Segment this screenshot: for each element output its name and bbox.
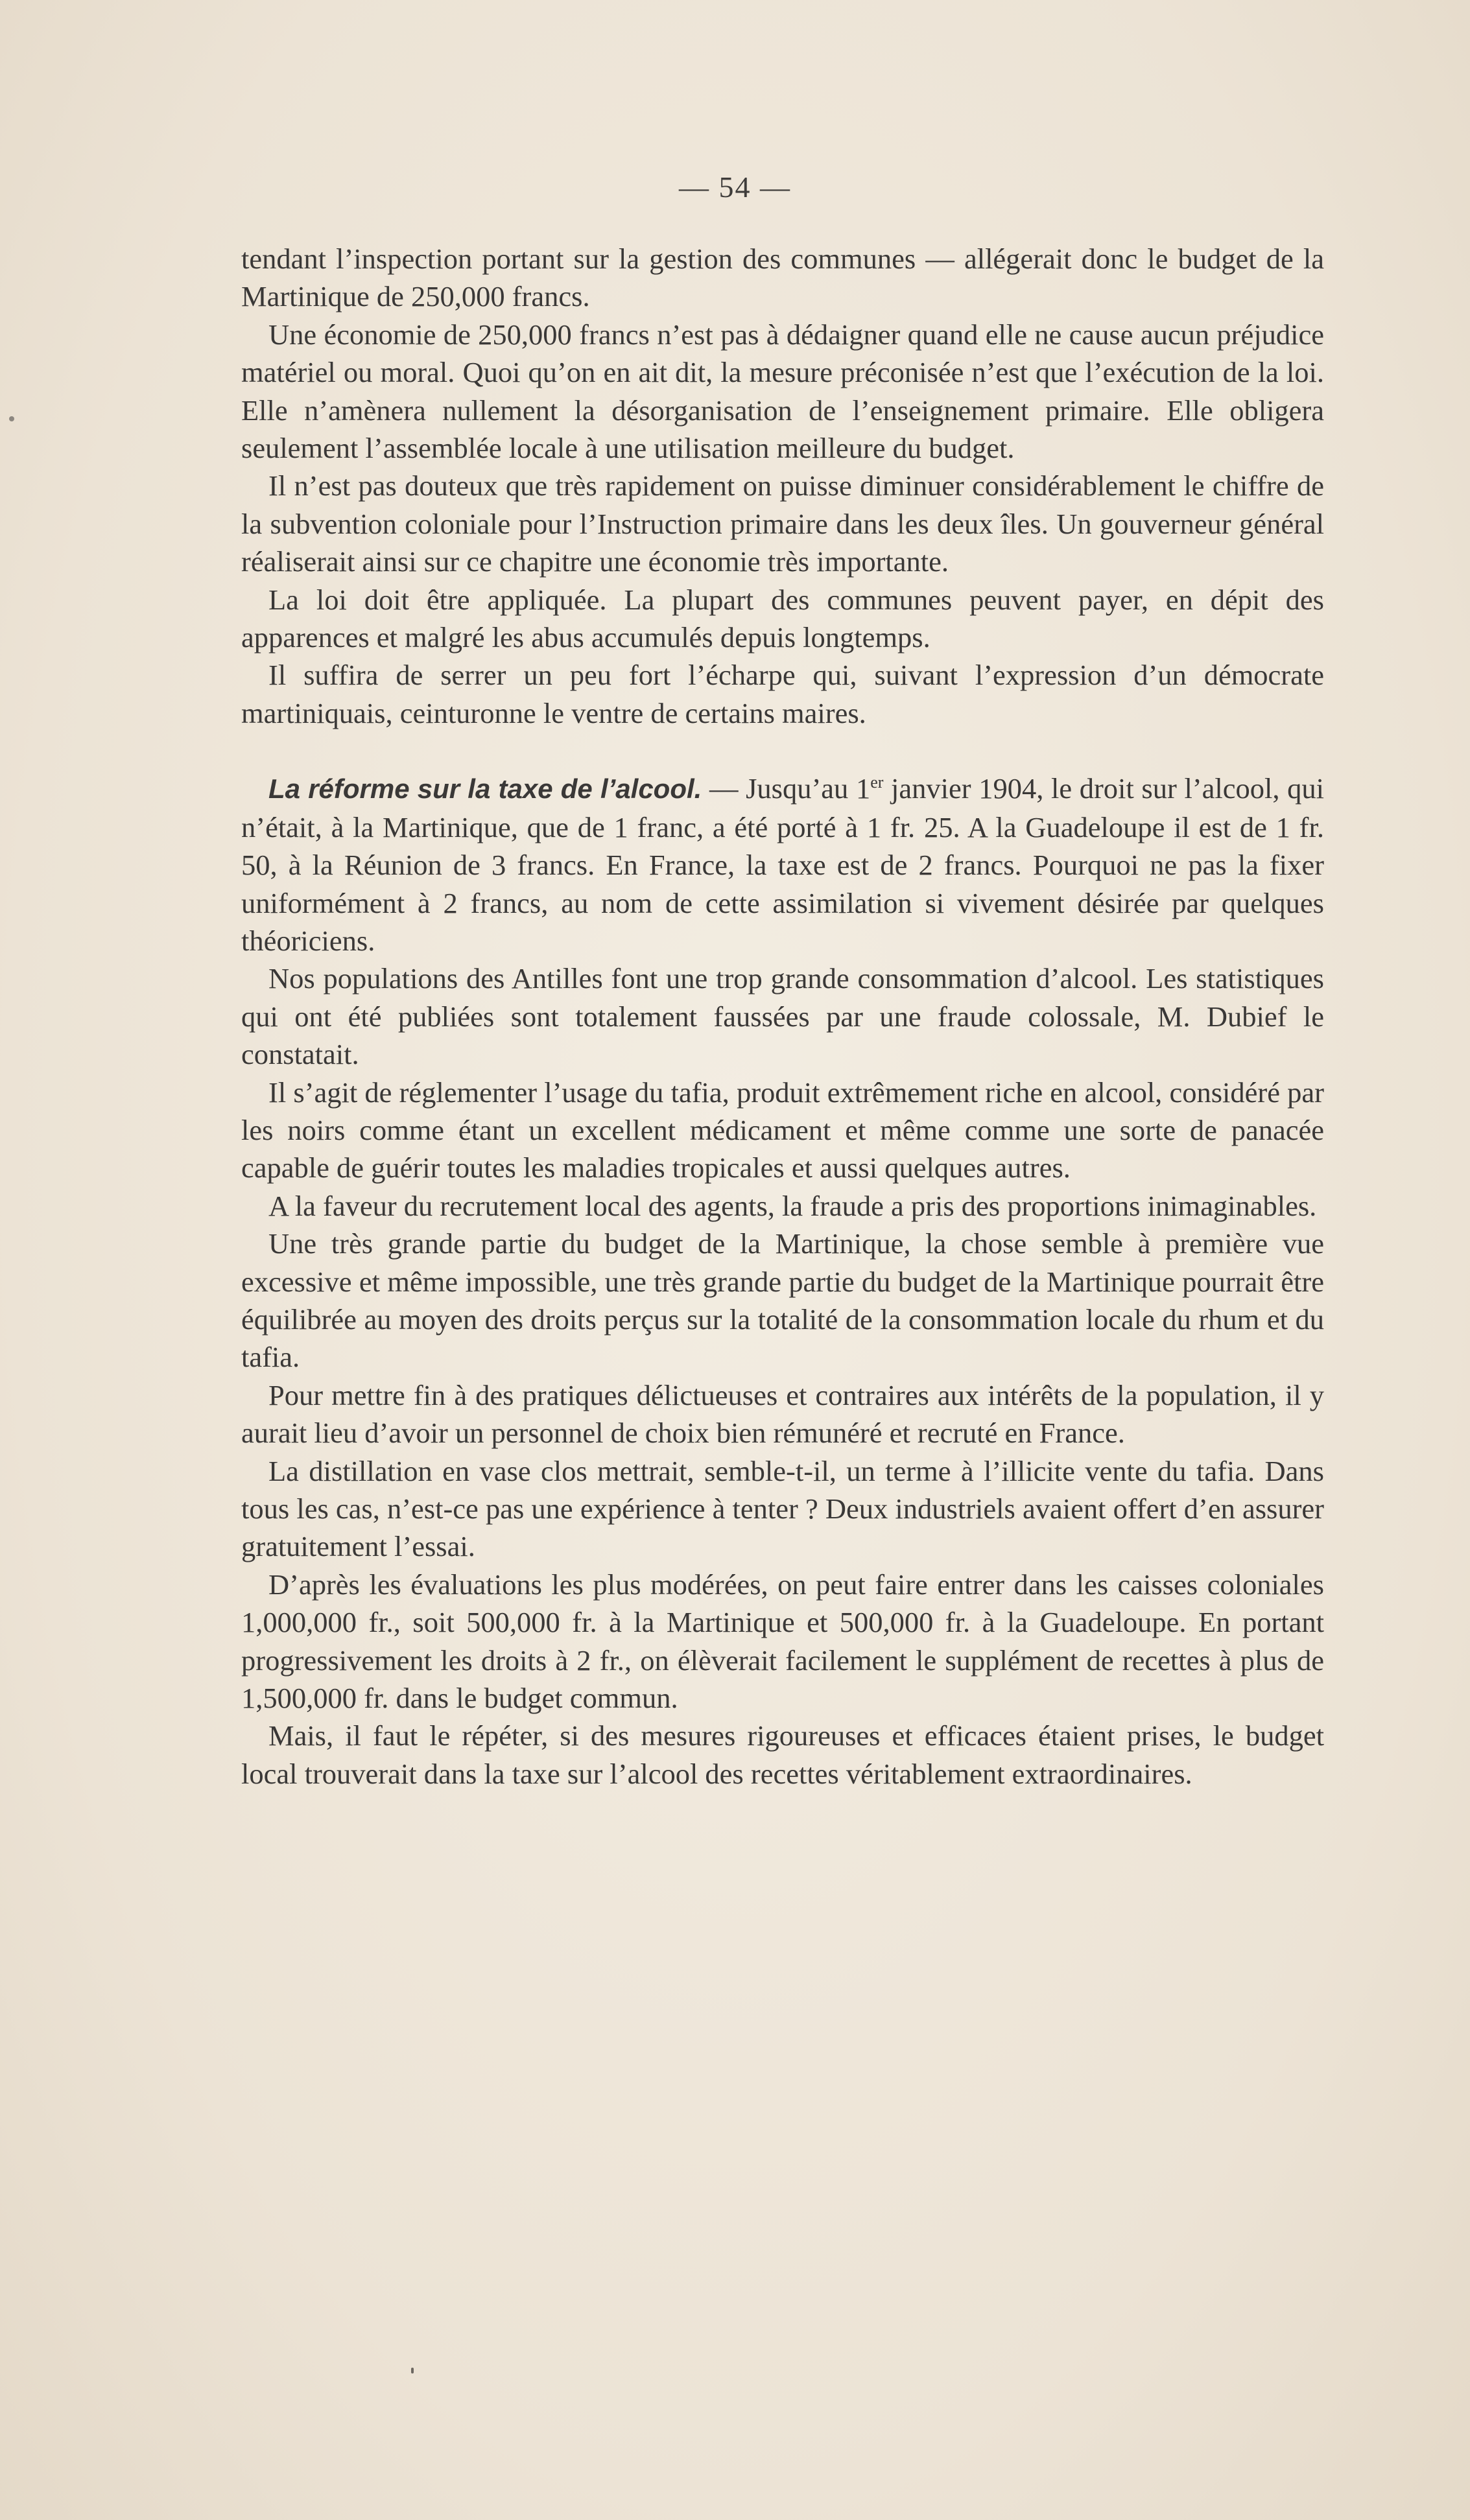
paragraph: Une économie de 250,000 francs n’est pas à dédaigner quand elle ne cause aucun préjudice matériel ou moral. Quoi qu’on en ait dit, la mesure préconisée n’est que l’exécution de la loi. Elle n’amènera nullement la désorganisation de l’enseignement primaire. Elle obligera seulement l’assemblée locale à une utilisation meilleure du budget. <box>241 318 1324 465</box>
section-lead-text: — Jusqu’au 1 <box>702 772 871 805</box>
paragraph: Pour mettre fin à des pratiques délictueuses et contraires aux intérêts de la population, il y aurait lieu d’avoir un personnel de choix bien rémunéré et recruté en France. <box>241 1378 1324 1450</box>
ordinal-superscript: er <box>870 773 884 792</box>
paragraph: Mais, il faut le répéter, si des mesures rigoureuses et efficaces étaient prises, le budget local trouverait dans la taxe sur l’alcool des recettes véritablement extraordinaires. <box>241 1719 1324 1790</box>
paragraph: Une très grande partie du budget de la Martinique, la chose semble à première vue excessive et même impossible, une très grande partie du budget de la Martinique pourrait être équilibrée au moyen des droits perçus sur la totalité de la consommation locale du rhum et du tafia. <box>241 1227 1324 1374</box>
stray-ink-mark <box>9 416 14 421</box>
stray-ink-mark <box>411 2368 414 2373</box>
section-lead-paragraph <box>241 770 1324 960</box>
body-text <box>241 240 1324 1793</box>
paragraph: Il s’agit de réglementer l’usage du tafia, produit extrêmement riche en alcool, considéré par les noirs comme étant un excellent médicament et même comme une sorte de panacée capable de guérir toutes les maladies tropicales et aussi quelques autres. <box>241 1076 1324 1184</box>
paragraph: La distillation en vase clos mettrait, semble-t-il, un terme à l’illicite vente du tafia. Dans tous les cas, n’est-ce pas une expérience à tenter ? Deux industriels avaient offert d’en assurer gratuitement l’essai. <box>241 1454 1324 1563</box>
paragraph: Il n’est pas douteux que très rapidement on puisse diminuer considérablement le chiffre de la subvention coloniale pour l’Instruction primaire dans les deux îles. Un gouverneur général réaliserait ainsi sur ce chapitre une économie très importante. <box>241 469 1324 578</box>
paragraph: D’après les évaluations les plus modérées, on peut faire entrer dans les caisses coloniales 1,000,000 fr., soit 500,000 fr. à la Martinique et 500,000 fr. à la Guadeloupe. En portant progressivement les droits à 2 fr., on élèverait facilement le supplément de recettes à plus de 1,500,000 fr. dans le budget commun. <box>241 1568 1324 1715</box>
paragraph: A la faveur du recrutement local des agents, la fraude a pris des proportions inimaginables. <box>268 1189 1317 1222</box>
page-number: — 54 — <box>679 171 791 204</box>
section-heading: La réforme sur la taxe de l’alcool. <box>268 773 702 805</box>
section-lead-text: janvier 1904, le droit sur l’alcool, qui n’était, à la Martinique, que de 1 franc, a été porté à 1 fr. 25. A la Guadeloupe il est de 1 fr. 50, à la Réunion de 3 francs. En France, la taxe est de 2 francs. Pourquoi ne pas la fixer uniformément à 2 francs, au nom de cette assimilation si vivement désirée par quelques théoriciens. <box>241 772 1324 957</box>
paragraph: tendant l’inspection portant sur la gestion des communes — allégerait donc le budget de la Martinique de 250,000 francs. <box>241 242 1324 313</box>
paragraph: Nos populations des Antilles font une trop grande consommation d’alcool. Les statistiques qui ont été publiées sont totalement faussées par une fraude colossale, M. Dubief le constatait. <box>241 962 1324 1071</box>
paragraph: Il suffira de serrer un peu fort l’écharpe qui, suivant l’expression d’un démocrate martiniquais, ceinturonne le ventre de certains maires. <box>241 659 1324 729</box>
paragraph: La loi doit être appliquée. La plupart des communes peuvent payer, en dépit des apparences et malgré les abus accumulés depuis longtemps. <box>241 583 1324 654</box>
